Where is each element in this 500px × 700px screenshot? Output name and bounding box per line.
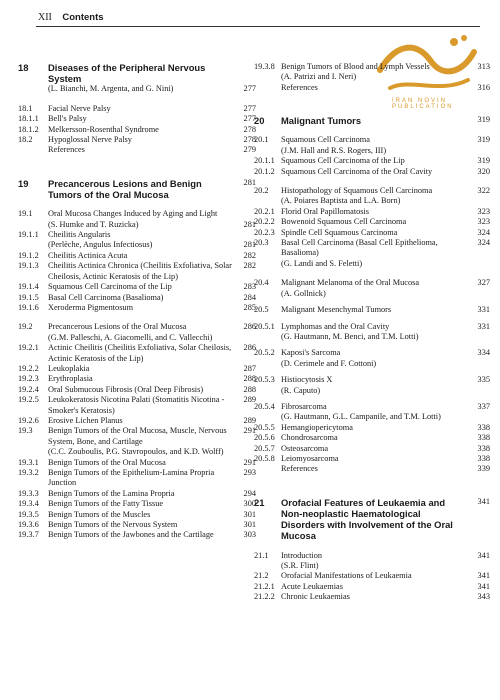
toc-entry-title: (G. Hautmann, M. Benci, and T.M. Lotti) xyxy=(281,331,419,341)
toc-entry-title: (J.M. Hall and R.S. Rogers, III) xyxy=(281,145,387,155)
toc-entry-title: Cheilitis Actinica Acuta xyxy=(48,250,128,260)
toc-entry[interactable] xyxy=(254,464,490,474)
toc-entry-number: 19.1.3 xyxy=(18,261,39,271)
toc-entry-title: Cheilitis Angularis xyxy=(48,230,111,240)
toc-entry-number: 19.1.4 xyxy=(18,282,39,292)
toc-entry-number: 20.2.3 xyxy=(254,227,275,237)
toc-entry-page: 331 xyxy=(477,321,490,331)
toc-entry-page: 319 xyxy=(477,156,490,166)
toc-entry-title: Oral Submucous Fibrosis (Oral Deep Fibrosis) xyxy=(48,384,204,394)
toc-entry[interactable] xyxy=(18,220,256,230)
toc-entry[interactable] xyxy=(18,84,256,94)
toc-entry-page: 281 xyxy=(243,240,256,250)
toc-entry[interactable] xyxy=(18,282,256,292)
toc-entry[interactable] xyxy=(254,259,490,269)
toc-entry-title: References xyxy=(48,145,85,155)
toc-entry-number: 20.5.8 xyxy=(254,453,275,463)
toc-entry[interactable] xyxy=(18,240,256,250)
toc-entry-title: Leiomyosarcoma xyxy=(281,453,339,463)
toc-entry-page: 291 xyxy=(243,426,256,436)
toc-entry-page: 289 xyxy=(243,415,256,425)
toc-entry-page: 303 xyxy=(243,530,256,540)
toc-right-column xyxy=(254,62,490,603)
toc-chapter-entry[interactable] xyxy=(254,115,490,126)
toc-entry-title: Precancerous Lesions of the Oral Mucosa xyxy=(48,322,187,332)
toc-entry-number: 19.3.7 xyxy=(18,530,39,540)
toc-entry-title: Histiocytosis X xyxy=(281,375,333,385)
toc-entry[interactable] xyxy=(18,374,256,384)
toc-entry-number: 18 xyxy=(18,62,29,73)
toc-entry-number: 19.2.3 xyxy=(18,374,39,384)
toc-entry[interactable] xyxy=(254,592,490,602)
toc-entry[interactable] xyxy=(254,433,490,443)
toc-entry[interactable] xyxy=(18,416,256,426)
toc-entry[interactable] xyxy=(18,426,256,447)
toc-entry-title: Actinic Cheilitis (Cheilitis Exfoliativa, Solar Cheilosis, Actinic Keratosis of the Lip) xyxy=(48,343,232,363)
toc-entry-number: 19.3.4 xyxy=(18,499,39,509)
toc-entry[interactable] xyxy=(18,510,256,520)
toc-entry[interactable] xyxy=(254,146,490,156)
toc-entry[interactable] xyxy=(254,278,490,288)
toc-entry-page: 281 xyxy=(243,177,256,187)
toc-entry-page: 341 xyxy=(477,550,490,560)
toc-entry[interactable] xyxy=(18,135,256,145)
toc-entry[interactable] xyxy=(18,364,256,374)
toc-entry[interactable] xyxy=(254,83,490,93)
toc-entry[interactable] xyxy=(254,228,490,238)
toc-entry[interactable] xyxy=(254,72,490,82)
toc-entry-page: 323 xyxy=(477,217,490,227)
toc-entry-page: 288 xyxy=(243,374,256,384)
toc-entry-page: 338 xyxy=(477,443,490,453)
toc-entry[interactable] xyxy=(254,217,490,227)
toc-entry-page: 282 xyxy=(243,250,256,260)
toc-chapter-entry[interactable] xyxy=(18,62,256,84)
toc-entry-title: (A. Gollnick) xyxy=(281,288,326,298)
toc-left-column xyxy=(18,62,256,541)
toc-entry-title: Acute Leukaemias xyxy=(281,581,343,591)
toc-entry-title: Squamous Cell Carcinoma of the Lip xyxy=(281,156,405,166)
toc-entry-page: 288 xyxy=(243,384,256,394)
toc-entry[interactable] xyxy=(254,359,490,369)
toc-entry-title: Orofacial Features of Leukaemia and Non-neoplastic Haematological Disorders with Involvement of the Oral Mucosa xyxy=(281,496,453,542)
toc-entry-title: (Perlèche, Angulus Infectiosus) xyxy=(48,240,153,250)
toc-entry-number: 21.2.2 xyxy=(254,592,275,602)
toc-entry-number: 19.3.6 xyxy=(18,520,39,530)
toc-entry-page: 277 xyxy=(243,114,256,124)
toc-entry-title: Basal Cell Carcinoma (Basalioma) xyxy=(48,292,164,302)
toc-entry-title: Erythroplasia xyxy=(48,374,93,384)
toc-entry[interactable] xyxy=(254,571,490,581)
toc-entry-page: 277 xyxy=(243,84,256,94)
toc-entry-title: (L. Bianchi, M. Argenta, and G. Nini) xyxy=(48,84,174,94)
toc-entry-page: 341 xyxy=(477,581,490,591)
toc-entry-title: Orofacial Manifestations of Leukaemia xyxy=(281,571,412,581)
toc-entry-title: Benign Tumors of the Epithelium-Lamina Propria Junction xyxy=(48,468,215,488)
header-rule xyxy=(36,26,480,27)
toc-entry-number: 21.1 xyxy=(254,550,269,560)
toc-entry-page: 337 xyxy=(477,401,490,411)
toc-entry-title: Hemangiopericytoma xyxy=(281,422,353,432)
toc-entry-page: 319 xyxy=(477,135,490,145)
toc-entry-title: Bell's Palsy xyxy=(48,114,87,124)
toc-entry-number: 20.4 xyxy=(254,278,269,288)
toc-entry-title: Precancerous Lesions and Benign Tumors of the Oral Mucosa xyxy=(48,177,202,201)
toc-entry[interactable] xyxy=(18,447,256,457)
toc-entry[interactable] xyxy=(18,322,256,332)
toc-entry-page: 335 xyxy=(477,375,490,385)
toc-entry-title: (A. Poiares Baptista and L.A. Born) xyxy=(281,196,401,206)
toc-entry-number: 19.3 xyxy=(18,426,33,436)
toc-entry[interactable] xyxy=(254,62,490,72)
toc-entry-page: 313 xyxy=(477,62,490,71)
toc-entry-title: (D. Cerimele and F. Cottoni) xyxy=(281,358,377,368)
toc-entry-title: Histopathology of Squamous Cell Carcinoma xyxy=(281,186,433,196)
toc-entry-number: 20.1 xyxy=(254,135,269,145)
toc-entry-title: Cheilitis Actinica Chronica (Cheilitis Exfoliativa, Solar Cheilosis, Actinic Keratosis of the Lip) xyxy=(48,261,232,281)
toc-entry-title: Spindle Cell Squamous Carcinoma xyxy=(281,227,398,237)
toc-entry-page: 322 xyxy=(477,186,490,196)
toc-entry-page: 294 xyxy=(243,488,256,498)
toc-entry-page: 319 xyxy=(477,115,490,125)
toc-entry-title: (G. Landi and S. Feletti) xyxy=(281,258,363,268)
toc-entry-page: 283 xyxy=(243,282,256,292)
toc-entry-page: 323 xyxy=(477,206,490,216)
toc-entry-page: 287 xyxy=(243,363,256,373)
toc-entry-title: Chondrosarcoma xyxy=(281,433,338,443)
toc-entry-number: 20.5.2 xyxy=(254,348,275,358)
toc-entry-number: 20.5.1 xyxy=(254,321,275,331)
toc-entry-number: 19.2.2 xyxy=(18,363,39,373)
toc-entry-number: 20.3 xyxy=(254,238,269,248)
toc-entry-page: 281 xyxy=(243,219,256,229)
toc-entry-page: 286 xyxy=(243,343,256,353)
toc-entry-number: 18.1 xyxy=(18,103,33,113)
toc-entry-title: Squamous Cell Carcinoma of the Oral Cavity xyxy=(281,166,433,176)
toc-entry[interactable] xyxy=(18,125,256,135)
toc-entry-page: 343 xyxy=(477,592,490,602)
toc-entry-title: Benign Tumors of the Jawbones and the Cartilage xyxy=(48,530,214,540)
toc-entry[interactable] xyxy=(18,333,256,343)
toc-entry-number: 19.3.8 xyxy=(254,62,275,71)
toc-entry-number: 20.2.2 xyxy=(254,217,275,227)
toc-entry[interactable] xyxy=(18,520,256,530)
toc-entry-title: Hypoglossal Nerve Palsy xyxy=(48,135,132,145)
page-number: XII xyxy=(38,12,52,23)
toc-entry-page: 331 xyxy=(477,305,490,315)
toc-entry-number: 19.1.6 xyxy=(18,302,39,312)
toc-entry-number: 19.2.4 xyxy=(18,384,39,394)
toc-entry-title: Benign Tumors of the Oral Mucosa xyxy=(48,457,166,467)
toc-entry-number: 19.1.1 xyxy=(18,230,39,240)
toc-entry-page: 289 xyxy=(243,395,256,405)
toc-entry-number: 18.1.1 xyxy=(18,114,39,124)
toc-entry[interactable] xyxy=(18,343,256,364)
toc-entry[interactable] xyxy=(18,114,256,124)
toc-entry-number: 19.3.3 xyxy=(18,488,39,498)
toc-entry[interactable] xyxy=(254,167,490,177)
toc-entry-page: 320 xyxy=(477,166,490,176)
toc-entry-title: Facial Nerve Palsy xyxy=(48,103,111,113)
toc-entry-title: References xyxy=(281,82,318,92)
toc-entry-number: 20.2 xyxy=(254,186,269,196)
toc-entry-title: (C.C. Zouboulis, P.G. Stavropoulos, and K.D. Wolff) xyxy=(48,447,224,457)
toc-entry[interactable] xyxy=(18,303,256,313)
toc-entry-number: 18.2 xyxy=(18,135,33,145)
running-title: Contents xyxy=(62,12,104,23)
toc-entry-title: Chronic Leukaemias xyxy=(281,592,350,602)
toc-entry-page: 277 xyxy=(243,103,256,113)
toc-entry-number: 19.2.1 xyxy=(18,343,39,353)
toc-entry-title: Basal Cell Carcinoma (Basal Cell Epithelioma, Basalioma) xyxy=(281,238,438,258)
toc-entry-title: Diseases of the Peripheral Nervous System xyxy=(48,62,206,85)
toc-entry-number: 20.5.3 xyxy=(254,375,275,385)
toc-entry-number: 19.1.2 xyxy=(18,250,39,260)
toc-entry-title: Florid Oral Papillomatosis xyxy=(281,206,370,216)
toc-entry-number: 19 xyxy=(18,177,29,189)
toc-entry-page: 324 xyxy=(477,238,490,248)
toc-entry[interactable] xyxy=(18,458,256,468)
toc-entry-title: Leukokeratosis Nicotina Palati (Stomatitis Nicotina - Smoker's Keratosis) xyxy=(48,395,225,415)
toc-entry[interactable] xyxy=(18,230,256,240)
toc-entry-title: (A. Patrizi and I. Neri) xyxy=(281,72,357,82)
publisher-logo-text: IRAN NOVIN PUBLICATION xyxy=(392,98,454,110)
toc-entry[interactable] xyxy=(254,305,490,315)
toc-entry[interactable] xyxy=(18,530,256,540)
toc-entry-page: 301 xyxy=(243,509,256,519)
toc-entry[interactable] xyxy=(254,322,490,332)
toc-entry-title: Benign Tumors of the Nervous System xyxy=(48,520,178,530)
toc-entry-title: Lymphomas and the Oral Cavity xyxy=(281,321,390,331)
toc-entry-title: Benign Tumors of the Oral Mucosa, Muscle, Nervous System, Bone, and Cartilage xyxy=(48,426,227,446)
toc-entry-title: Xeroderma Pigmentosum xyxy=(48,302,134,312)
toc-entry[interactable] xyxy=(254,551,490,561)
toc-entry-title: Malignant Melanoma of the Oral Mucosa xyxy=(281,278,420,288)
toc-entry-title: Erosive Lichen Planus xyxy=(48,415,123,425)
toc-entry[interactable] xyxy=(18,261,256,282)
toc-entry[interactable] xyxy=(254,412,490,422)
toc-entry-number: 19.2 xyxy=(18,322,33,332)
toc-entry-number: 20 xyxy=(254,115,265,127)
toc-entry-page: 341 xyxy=(477,496,490,506)
toc-entry-page: 278 xyxy=(243,124,256,134)
toc-entry[interactable] xyxy=(254,207,490,217)
toc-entry-title: Malignant Tumors xyxy=(281,115,362,127)
toc-entry-title: Osteosarcoma xyxy=(281,443,328,453)
toc-entry-title: (S. Humke and T. Ruzicka) xyxy=(48,219,139,229)
toc-entry[interactable] xyxy=(254,135,490,145)
toc-entry-title: Squamous Cell Carcinoma xyxy=(281,135,370,145)
toc-entry-number: 20.5.6 xyxy=(254,433,275,443)
toc-entry[interactable] xyxy=(18,499,256,509)
toc-entry-title: Leukoplakia xyxy=(48,363,90,373)
toc-entry[interactable] xyxy=(254,348,490,358)
toc-entry-title: Benign Tumors of Blood and Lymph Vessels xyxy=(281,62,430,71)
toc-entry-number: 18.1.2 xyxy=(18,124,39,134)
toc-entry-page: 324 xyxy=(477,227,490,237)
toc-entry-page: 293 xyxy=(243,468,256,477)
toc-entry-title: Kaposi's Sarcoma xyxy=(281,348,341,358)
toc-entry-title: Benign Tumors of the Fatty Tissue xyxy=(48,499,164,509)
toc-entry-page: 285 xyxy=(243,302,256,312)
toc-entry-title: Melkersson-Rosenthal Syndrome xyxy=(48,124,159,134)
toc-entry-number: 21 xyxy=(254,496,265,508)
running-header xyxy=(38,12,104,23)
toc-entry-number: 20.1.1 xyxy=(254,156,275,166)
toc-entry-page: 339 xyxy=(477,464,490,474)
toc-entry-page: 338 xyxy=(477,453,490,463)
toc-entry-number: 20.5.4 xyxy=(254,401,275,411)
toc-entry-number: 20.5.5 xyxy=(254,422,275,432)
toc-entry-title: Fibrosarcoma xyxy=(281,401,327,411)
toc-chapter-entry[interactable] xyxy=(254,497,490,542)
toc-entry-title: References xyxy=(281,464,318,474)
toc-entry[interactable] xyxy=(18,293,256,303)
toc-entry-page: 300 xyxy=(243,499,256,509)
toc-entry[interactable] xyxy=(18,385,256,395)
toc-entry-page: 284 xyxy=(243,292,256,302)
toc-entry[interactable] xyxy=(254,454,490,464)
toc-entry[interactable] xyxy=(254,156,490,166)
toc-entry-page: 327 xyxy=(477,278,490,288)
toc-entry-number: 19.1 xyxy=(18,209,33,219)
toc-entry[interactable] xyxy=(254,196,490,206)
toc-entry[interactable] xyxy=(254,386,490,396)
toc-entry[interactable] xyxy=(254,289,490,299)
toc-entry-number: 21.2.1 xyxy=(254,581,275,591)
toc-entry[interactable] xyxy=(18,209,256,219)
toc-entry-number: 19.3.1 xyxy=(18,457,39,467)
toc-entry-title: (R. Caputo) xyxy=(281,385,321,395)
toc-entry-number: 19.2.6 xyxy=(18,415,39,425)
toc-entry-title: (S.R. Flint) xyxy=(281,561,319,571)
toc-entry-number: 19.3.5 xyxy=(18,509,39,519)
toc-entry[interactable] xyxy=(254,332,490,342)
toc-entry-page: 338 xyxy=(477,422,490,432)
toc-entry-title: Bowenoid Squamous Cell Carcinoma xyxy=(281,217,407,227)
toc-entry-number: 20.5.7 xyxy=(254,443,275,453)
toc-entry-number: 19.2.5 xyxy=(18,395,39,405)
toc-entry[interactable] xyxy=(18,251,256,261)
toc-entry[interactable] xyxy=(254,186,490,196)
toc-entry-title: Benign Tumors of the Lamina Propria xyxy=(48,488,175,498)
toc-entry-page: 282 xyxy=(243,261,256,271)
toc-entry[interactable] xyxy=(254,444,490,454)
toc-entry-page: 279 xyxy=(243,145,256,155)
toc-entry-number: 21.2 xyxy=(254,571,269,581)
toc-entry[interactable] xyxy=(18,395,256,416)
toc-entry-page: 278 xyxy=(243,135,256,145)
toc-entry-number: 20.5 xyxy=(254,305,269,315)
toc-entry-page: 338 xyxy=(477,433,490,443)
toc-entry[interactable] xyxy=(254,423,490,433)
toc-entry-title: Oral Mucosa Changes Induced by Aging and Light xyxy=(48,209,218,219)
toc-chapter-entry[interactable] xyxy=(18,178,256,200)
toc-entry-page: 301 xyxy=(243,520,256,530)
toc-entry-number: 20.2.1 xyxy=(254,206,275,216)
toc-entry-title: Introduction xyxy=(281,550,323,560)
toc-entry-page: 334 xyxy=(477,348,490,358)
toc-entry[interactable] xyxy=(254,375,490,385)
toc-entry[interactable] xyxy=(254,582,490,592)
toc-entry[interactable] xyxy=(18,104,256,114)
toc-entry-title: (G. Hautmann, G.L. Campanile, and T.M. Lotti) xyxy=(281,412,441,422)
toc-entry[interactable] xyxy=(254,561,490,571)
toc-entry-page: 286 xyxy=(243,322,256,332)
toc-entry-number: 19.3.2 xyxy=(18,468,39,477)
toc-entry-number: 20.1.2 xyxy=(254,166,275,176)
toc-entry-page: 316 xyxy=(477,82,490,92)
toc-entry[interactable] xyxy=(18,489,256,499)
toc-entry[interactable] xyxy=(18,145,256,155)
toc-entry-page: 291 xyxy=(243,457,256,467)
toc-entry-title: (G.M. Palleschi, A. Giacomelli, and C. Vallecchi) xyxy=(48,332,213,342)
toc-entry-number: 19.1.5 xyxy=(18,292,39,302)
toc-entry-title: Benign Tumors of the Muscles xyxy=(48,509,151,519)
toc-entry-title: Squamous Cell Carcinoma of the Lip xyxy=(48,282,172,292)
toc-entry-title: Malignant Mesenchymal Tumors xyxy=(281,305,392,315)
toc-entry[interactable] xyxy=(254,238,490,259)
toc-entry-page: 341 xyxy=(477,571,490,581)
toc-entry[interactable] xyxy=(254,402,490,412)
toc-entry[interactable] xyxy=(18,468,256,489)
